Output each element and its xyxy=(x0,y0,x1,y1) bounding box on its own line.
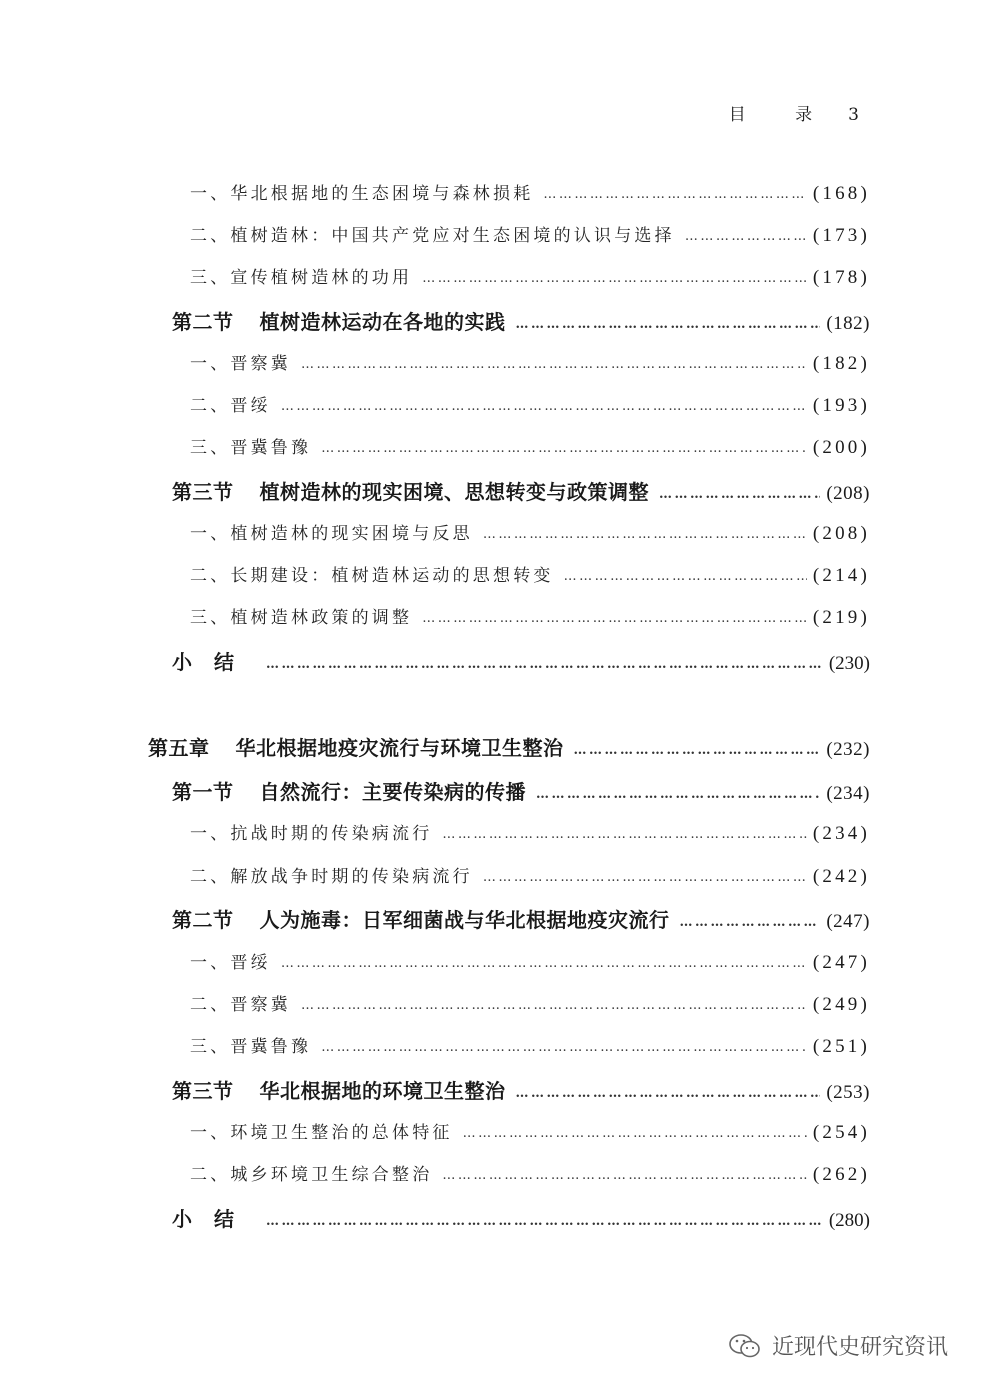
toc-entry-label: 三、宣传植树造林的功用 xyxy=(190,268,413,288)
toc-page-number: (200) xyxy=(812,437,870,458)
toc-page-number: (193) xyxy=(812,395,870,416)
toc-subsection-item xyxy=(190,391,870,417)
toc-page-number: (178) xyxy=(812,267,870,288)
toc-page-number: (247) xyxy=(812,952,870,973)
toc-page-number: (253) xyxy=(826,1082,870,1103)
toc-entry-label: 一、晋绥 xyxy=(190,953,271,973)
leader-dots xyxy=(321,441,807,456)
leader-dots xyxy=(564,569,807,584)
leader-dots xyxy=(422,611,807,626)
toc-entry-label xyxy=(148,732,564,761)
toc-entry-label: 二、解放战争时期的传染病流行 xyxy=(190,867,473,887)
toc-subsection-item xyxy=(190,349,870,375)
toc-subsection-item xyxy=(190,519,870,545)
toc-entry-title: 自然流行：主要传染病的传播 xyxy=(259,780,526,804)
toc-subsection-item xyxy=(190,1118,870,1144)
toc-entry-label: 二、城乡环境卫生综合整治 xyxy=(190,1165,433,1185)
toc-entry-label xyxy=(172,1075,506,1104)
leader-dots xyxy=(321,1040,807,1055)
toc-entry-title: 人为施毒：日军细菌战与华北根据地疫灾流行 xyxy=(259,908,670,932)
toc-section-item xyxy=(172,904,870,933)
toc-entry-label: 三、晋冀鲁豫 xyxy=(190,438,312,458)
toc-entry-label xyxy=(172,904,670,933)
leader-dots xyxy=(442,827,806,842)
header-title: 目 录 xyxy=(728,105,835,125)
watermark xyxy=(728,1330,948,1361)
toc-entry-title: 植树造林的现实困境、思想转变与政策调整 xyxy=(259,480,649,504)
toc-page-number: (280) xyxy=(828,1210,870,1231)
toc-entry-label xyxy=(172,306,506,335)
section-number: 第一节 xyxy=(172,780,234,804)
toc-subsection-item xyxy=(190,1160,870,1186)
toc-subsection-item xyxy=(190,1032,870,1058)
leader-dots xyxy=(266,657,823,672)
header-page-number: 3 xyxy=(848,105,860,125)
leader-dots xyxy=(685,229,807,244)
toc-entry-label: 三、植树造林政策的调整 xyxy=(190,608,413,628)
toc-section-item xyxy=(172,476,870,505)
toc-page-number: (247) xyxy=(826,911,870,932)
leader-dots xyxy=(301,998,807,1013)
toc-page-number: (242) xyxy=(812,866,870,887)
toc-subsection-item xyxy=(190,263,870,289)
toc-chapter-item xyxy=(148,732,870,761)
toc-page-number: (219) xyxy=(812,607,870,628)
toc-page-number: (254) xyxy=(812,1122,870,1143)
leader-dots xyxy=(680,915,821,930)
toc-entry-label: 二、晋绥 xyxy=(190,396,271,416)
leader-dots xyxy=(442,1168,806,1183)
toc-summary-item xyxy=(172,1203,870,1232)
leader-dots xyxy=(516,317,821,332)
toc-entry-label: 一、晋察冀 xyxy=(190,354,291,374)
toc-entry-label: 二、植树造林：中国共产党应对生态困境的认识与选择 xyxy=(190,226,675,246)
section-number: 第三节 xyxy=(172,480,234,504)
toc-subsection-item xyxy=(190,948,870,974)
section-number: 第二节 xyxy=(172,310,234,334)
toc-section-item xyxy=(172,306,870,335)
section-number: 第二节 xyxy=(172,908,234,932)
toc-entry-label: 一、华北根据地的生态困境与森林损耗 xyxy=(190,184,534,204)
toc-page-number: (234) xyxy=(812,823,870,844)
leader-dots xyxy=(483,527,807,542)
toc-entry-title: 华北根据地疫灾流行与环境卫生整治 xyxy=(235,736,564,760)
toc-page-number: (230) xyxy=(828,653,870,674)
leader-dots xyxy=(574,743,821,758)
toc-page-number: (208) xyxy=(826,483,870,504)
leader-dots xyxy=(266,1214,823,1229)
toc-page-number: (182) xyxy=(812,353,870,374)
toc-entry-label: 一、植树造林的现实困境与反思 xyxy=(190,524,473,544)
toc-subsection-item xyxy=(190,561,870,587)
toc-entry-title: 华北根据地的环境卫生整治 xyxy=(259,1079,506,1103)
toc-entry-label xyxy=(172,776,526,805)
leader-dots xyxy=(543,187,806,202)
toc-subsection-item xyxy=(190,819,870,845)
toc-page-number: (214) xyxy=(812,565,870,586)
toc-page-number: (249) xyxy=(812,994,870,1015)
toc-entry-label: 二、晋察冀 xyxy=(190,995,291,1015)
leader-dots xyxy=(281,956,807,971)
toc-page-number: (173) xyxy=(812,225,870,246)
toc-page-number: (182) xyxy=(826,313,870,334)
section-number: 第三节 xyxy=(172,1079,234,1103)
toc-entry-title: 植树造林运动在各地的实践 xyxy=(259,310,506,334)
toc-entry-label: 小结 xyxy=(172,650,256,674)
toc-page-number: (251) xyxy=(812,1036,870,1057)
leader-dots xyxy=(301,357,807,372)
toc-page-number: (168) xyxy=(812,183,870,204)
toc-entry-label: 一、环境卫生整治的总体特征 xyxy=(190,1123,453,1143)
toc-subsection-item xyxy=(190,221,870,247)
leader-dots xyxy=(463,1126,807,1141)
toc-entry-label: 三、晋冀鲁豫 xyxy=(190,1037,312,1057)
leader-dots xyxy=(659,487,820,502)
toc-summary-item xyxy=(172,646,870,675)
leader-dots xyxy=(483,870,807,885)
toc-entry-label: 小结 xyxy=(172,1207,256,1231)
toc-subsection-item xyxy=(190,603,870,629)
leader-dots xyxy=(536,787,820,802)
toc-entry-label: 二、长期建设：植树造林运动的思想转变 xyxy=(190,566,554,586)
toc-page-number: (234) xyxy=(826,783,870,804)
toc-subsection-item xyxy=(190,862,870,888)
toc-subsection-item xyxy=(190,179,870,205)
toc-subsection-item xyxy=(190,990,870,1016)
toc-section-item xyxy=(172,1075,870,1104)
toc-page-number: (208) xyxy=(812,523,870,544)
toc-page-number: (232) xyxy=(826,739,870,760)
leader-dots xyxy=(281,399,807,414)
leader-dots xyxy=(516,1086,821,1101)
leader-dots xyxy=(422,271,807,286)
toc-section-item xyxy=(172,776,870,805)
toc-page-number: (262) xyxy=(812,1164,870,1185)
watermark-text: 近现代史研究资讯 xyxy=(772,1335,949,1360)
toc-entry-label: 一、抗战时期的传染病流行 xyxy=(190,824,433,844)
toc-subsection-item xyxy=(190,433,870,459)
wechat-icon xyxy=(728,1333,762,1359)
chapter-number: 第五章 xyxy=(148,736,210,760)
toc-entry-label xyxy=(172,476,649,505)
